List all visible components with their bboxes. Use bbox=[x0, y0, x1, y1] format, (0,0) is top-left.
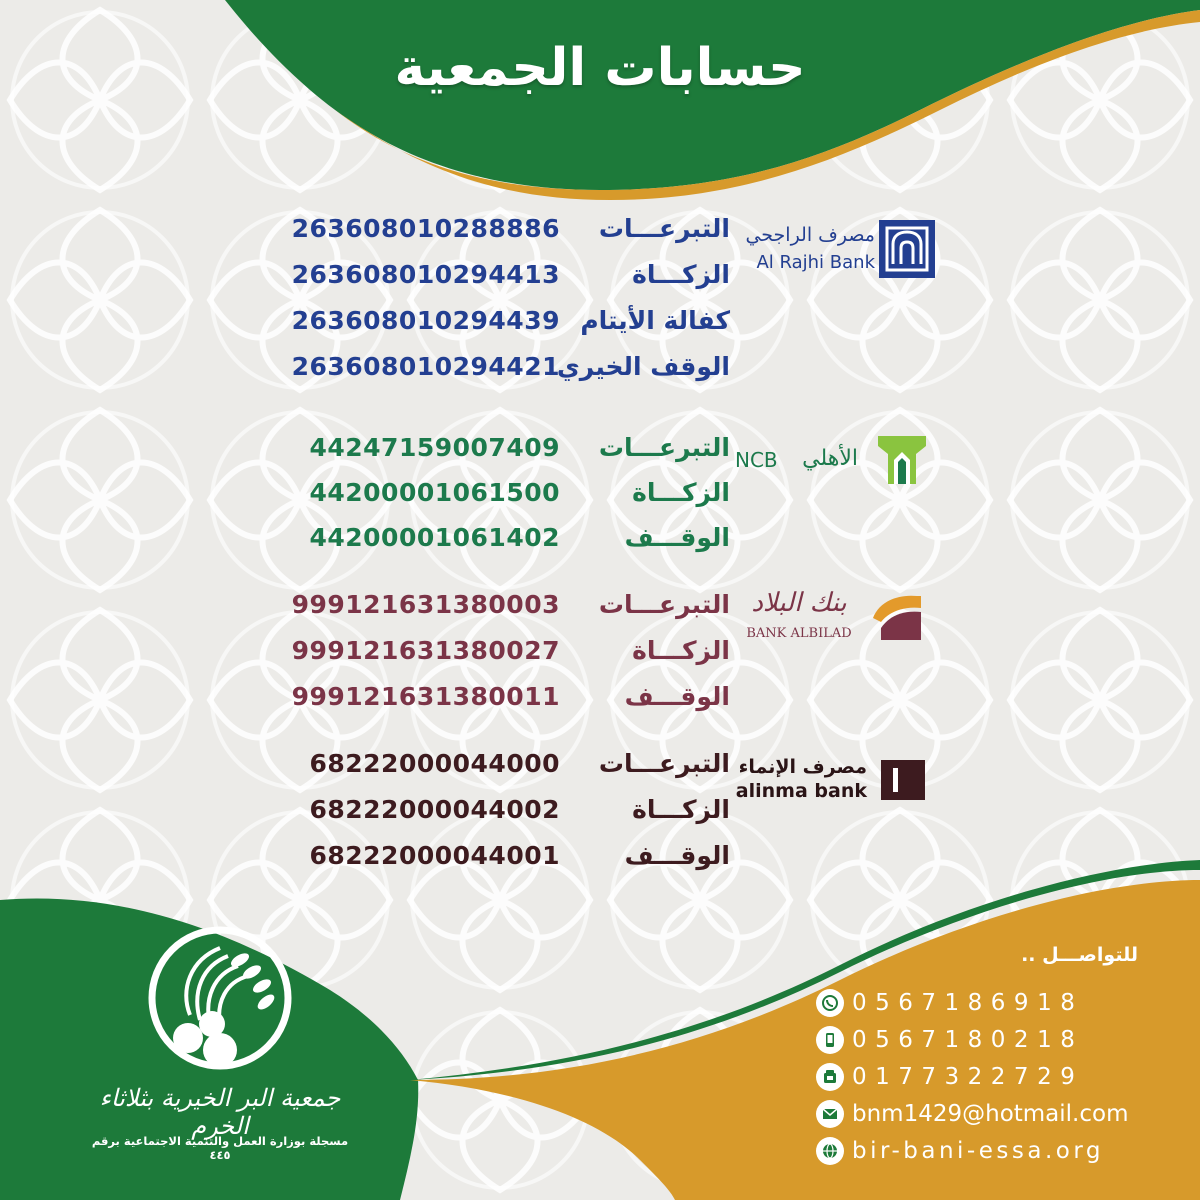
account-number: 44200001061500 bbox=[309, 477, 560, 507]
account-label: التبرعـــات bbox=[598, 213, 730, 243]
account-label: التبرعـــات bbox=[598, 432, 730, 462]
alinma-emblem-icon bbox=[881, 760, 925, 800]
account-row bbox=[250, 517, 730, 557]
account-row bbox=[250, 346, 730, 386]
whatsapp-icon bbox=[816, 989, 844, 1017]
albilad-name-ar: بنك البلاد bbox=[751, 588, 847, 618]
account-label: الزكـــاة bbox=[632, 259, 730, 289]
account-number: 263608010294439 bbox=[291, 305, 560, 335]
account-number: 44247159007409 bbox=[309, 432, 560, 462]
mobile-icon bbox=[816, 1026, 844, 1054]
account-number: 68222000044000 bbox=[309, 748, 560, 778]
account-label: كفالة الأيتام bbox=[580, 305, 730, 335]
account-number: 263608010294421 bbox=[291, 351, 560, 381]
account-row bbox=[250, 208, 730, 248]
ncb-name-ar: الأهلي bbox=[802, 446, 858, 471]
organization-name: جمعية البر الخيرية بثلاثاء الخرم bbox=[99, 1084, 341, 1140]
email-address: bnm1429@hotmail.com bbox=[852, 1101, 1129, 1127]
account-number: 999121631380003 bbox=[291, 589, 560, 619]
albilad-emblem-icon bbox=[869, 588, 925, 644]
contact-phone[interactable] bbox=[816, 1060, 1146, 1094]
ncb-logo bbox=[735, 432, 930, 488]
account-label: الزكـــاة bbox=[632, 794, 730, 824]
alrajhi-emblem-icon bbox=[879, 220, 935, 278]
organization-logo-icon bbox=[140, 920, 300, 1080]
globe-icon bbox=[816, 1137, 844, 1165]
contact-website[interactable] bbox=[816, 1134, 1146, 1168]
account-number: 999121631380011 bbox=[291, 681, 560, 711]
whatsapp-number: 0567186918 bbox=[852, 990, 1084, 1016]
account-row bbox=[250, 254, 730, 294]
contact-mobile[interactable] bbox=[816, 1023, 1146, 1057]
organization-registration: مسجلة بوزارة العمل والتنمية الاجتماعية برقم ٤٤٥ bbox=[91, 1134, 349, 1162]
contact-title: للتواصـــل .. bbox=[1021, 944, 1138, 966]
account-label: الزكـــاة bbox=[632, 477, 730, 507]
email-icon bbox=[816, 1100, 844, 1128]
ncb-name-en: NCB bbox=[735, 448, 778, 472]
phone-icon bbox=[816, 1063, 844, 1091]
alrajhi-logo bbox=[740, 220, 935, 280]
account-label: الوقـــف bbox=[624, 522, 730, 552]
contact-email[interactable] bbox=[816, 1097, 1146, 1131]
website-url: bir-bani-essa.org bbox=[852, 1138, 1104, 1164]
account-label: الوقـــف bbox=[624, 840, 730, 870]
account-label: التبرعـــات bbox=[598, 748, 730, 778]
account-row bbox=[250, 300, 730, 340]
alrajhi-name-ar: مصرف الراجحي bbox=[745, 224, 875, 246]
alrajhi-name-en: Al Rajhi Bank bbox=[756, 252, 875, 273]
account-label: الوقـــف bbox=[624, 681, 730, 711]
account-row bbox=[250, 584, 730, 624]
account-row bbox=[250, 835, 730, 875]
account-row bbox=[250, 676, 730, 716]
alinma-name-ar: مصرف الإنماء bbox=[738, 756, 867, 778]
account-label: التبرعـــات bbox=[598, 589, 730, 619]
contact-whatsapp[interactable] bbox=[816, 986, 1146, 1020]
page-title: حسابات الجمعية bbox=[394, 38, 806, 98]
account-number: 68222000044001 bbox=[309, 840, 560, 870]
ncb-emblem-icon bbox=[874, 432, 930, 488]
account-number: 999121631380027 bbox=[291, 635, 560, 665]
mobile-number: 0567180218 bbox=[852, 1027, 1084, 1053]
account-row bbox=[250, 789, 730, 829]
account-label: الزكـــاة bbox=[632, 635, 730, 665]
alinma-logo bbox=[730, 756, 925, 806]
account-row bbox=[250, 427, 730, 467]
account-number: 68222000044002 bbox=[309, 794, 560, 824]
alinma-name-en: alinma bank bbox=[735, 780, 867, 802]
albilad-logo bbox=[740, 588, 925, 648]
account-number: 44200001061402 bbox=[309, 522, 560, 552]
albilad-name-en: BANK ALBILAD bbox=[746, 626, 852, 641]
phone-number: 0177322729 bbox=[852, 1064, 1084, 1090]
account-row bbox=[250, 630, 730, 670]
account-label: الوقف الخيري bbox=[556, 351, 730, 381]
account-row bbox=[250, 472, 730, 512]
account-number: 263608010288886 bbox=[291, 213, 560, 243]
account-number: 263608010294413 bbox=[291, 259, 560, 289]
account-row bbox=[250, 743, 730, 783]
